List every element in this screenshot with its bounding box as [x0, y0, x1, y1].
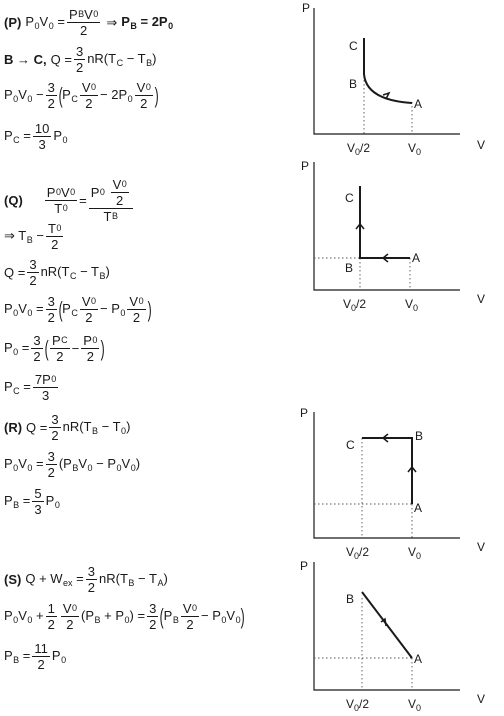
- part-q-label: (Q): [4, 193, 23, 208]
- p-line-3: $P_0V_0$ − $\frac{3}{2}$ ( $P_C$ V 0 2 − $2P_0$ V 0 2 ): [4, 80, 159, 111]
- graph-2-point-c: C: [345, 191, 354, 205]
- graph-4-point-b: B: [346, 592, 355, 606]
- graph-3: [300, 406, 485, 561]
- p-final-num: 10: [34, 121, 50, 136]
- graph-4-v-label: V: [477, 692, 486, 706]
- graph-4-process-path: [362, 592, 412, 658]
- graph-1-p-label: P: [302, 1, 311, 15]
- graph-2-tick-full: $V_0$: [405, 297, 419, 313]
- r-final-num: 5: [34, 486, 42, 501]
- r-line-2: $P_0V_0$ = $\frac{3}{2}$ $(P_BV_0 - P_0V_0)$: [4, 449, 141, 480]
- s-line-3: $P_B$ = $\frac{11}{2}$ $P_0$: [4, 641, 67, 672]
- graph-3-tick-full: $V_0$: [408, 545, 422, 561]
- q-final-num: 7P: [34, 372, 51, 387]
- graph-1-tick-half: $V_0/2$: [347, 141, 371, 157]
- r-line-1: (R) Q = $\frac{3}{2}$ $nR(T_B - T_0)$: [4, 412, 131, 443]
- graph-3-tick-half: $V_0/2$: [346, 545, 370, 561]
- graph-4-tick-half: $V_0/2$: [346, 697, 370, 713]
- graph-4-point-a: A: [414, 652, 423, 666]
- q-line-6: $P_C$ = 7P 0 3: [4, 372, 57, 403]
- graph-3-axes: [314, 412, 460, 538]
- q-line-1: (Q) P 0 V 0 T 0 = P 0 V 0 2 T B: [4, 178, 135, 223]
- graph-1-point-a: A: [414, 97, 423, 111]
- s-line-1: (S) $Q + W_{ex}$ = $\frac{3}{2}$ $nR(T_B - T_A)$: [4, 564, 168, 595]
- graph-2-point-a: A: [412, 251, 421, 265]
- s-final-den: 2: [37, 657, 45, 672]
- graph-1: [302, 1, 485, 157]
- graph-3-point-a: A: [414, 501, 423, 515]
- graph-4-arrow: [381, 619, 386, 626]
- graph-2-process-path: [360, 186, 410, 258]
- p-final-den: 3: [38, 137, 46, 152]
- q-final-den: 3: [41, 388, 50, 403]
- q-line-5: $P_0$ = $\frac{3}{2}$ ( P C 2 − P 0 2 ): [4, 333, 106, 364]
- part-s-label: (S): [4, 572, 22, 587]
- graph-2-v-label: V: [477, 292, 486, 306]
- graph-2-p-label: P: [301, 159, 310, 173]
- s-line-2: $P_0V_0$ + $\frac{1}{2}$ V 0 2 $(P_B + P_0)$ = $\frac{3}{2}$ ( $P_B$ V 0 2 − $P_0V_0$ ): [4, 601, 245, 632]
- graph-3-process-path: [362, 438, 412, 504]
- p-line-4: $P_C$ = $\frac{10}{3}$ $P_0$: [4, 121, 68, 152]
- graph-2-tick-half: $V_0/2$: [343, 297, 367, 313]
- graph-2-point-b: B: [345, 261, 354, 275]
- graph-2: [301, 159, 485, 313]
- graph-3-point-b: B: [415, 429, 424, 443]
- q-line-2: ⇒ $T_B$ − T 0 2: [4, 221, 62, 252]
- p-line-1: (P) $P_0V_0$ = P B V 0 2 ⇒ $P_B = 2P_0$: [4, 7, 174, 38]
- r-line-3: $P_B$ = $\frac{5}{3}$ $P_0$: [4, 486, 60, 517]
- graph-1-axes: [314, 8, 460, 134]
- graph-3-point-c: C: [346, 438, 355, 452]
- p-process: B → C,: [4, 52, 47, 67]
- graph-3-v-label: V: [477, 540, 486, 554]
- graph-1-point-b: B: [349, 77, 358, 91]
- s-final-num: 11: [34, 641, 48, 656]
- r-final-den: 3: [34, 502, 42, 517]
- graph-3-p-label: P: [300, 406, 309, 420]
- graph-4-tick-full: $V_0$: [408, 697, 422, 713]
- graph-1-v-label: V: [477, 138, 486, 152]
- graph-4: [300, 559, 485, 713]
- graph-4-p-label: P: [300, 559, 309, 573]
- p-line-2: B → C, Q = $\frac{3}{2}$ $nR(T_C - T_B)$: [4, 44, 157, 75]
- q-line-3: Q = $\frac{3}{2}$ $nR(T_C - T_B)$: [4, 257, 110, 288]
- graph-1-point-c: C: [349, 39, 358, 53]
- part-r-label: (R): [4, 420, 23, 435]
- graph-1-tick-full: $V_0$: [408, 141, 422, 157]
- q-line-4: $P_0V_0$ = $\frac{3}{2}$ ( $P_C$ V 0 2 − $P_0$ V 0 2 ): [4, 294, 152, 325]
- part-p-label: (P): [4, 15, 22, 30]
- graph-2-axes: [314, 162, 460, 290]
